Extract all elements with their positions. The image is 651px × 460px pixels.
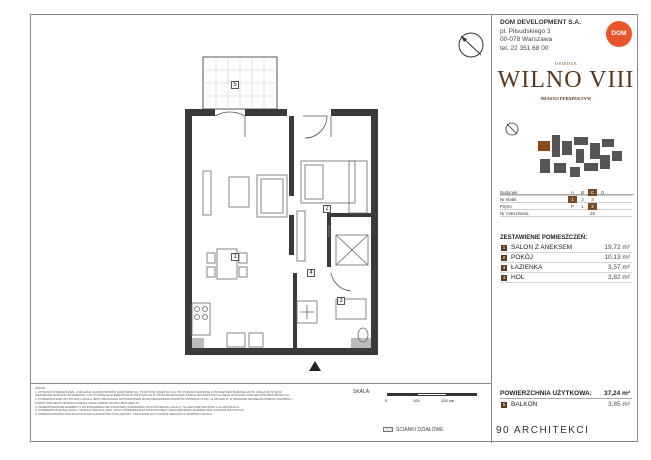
scale-tick-100: 100 [413, 398, 420, 403]
room-row [500, 273, 632, 283]
balcony-row [500, 400, 632, 410]
room-name: POKÓJ [511, 254, 534, 261]
bathroom-icon [329, 225, 368, 342]
info-cell: B [580, 190, 584, 195]
scale-tick-200: 200 cm [441, 398, 455, 403]
room-name: ŁAZIENKA [511, 264, 543, 271]
floor-plan [31, 15, 491, 383]
note-2: 2. POWIERZCHNIĘ UŻYTKOWĄ LOKALU JEST OBLICZANA NA PODSTAWIE ROZPORZĄDZENIA MINISTRA ROZWOJU Z DN. 11.08.2020 R. W SPRAWIE SZCZEGÓŁOWEGO ZAKRESU I FORMY PROJEKTU BUDOWLANEGO ORAZ NORMY PN-ISO 9836:2022-10. [35, 397, 293, 405]
wall-hatch [192, 338, 371, 348]
room-number: 2 [502, 255, 506, 260]
room-number: 3 [502, 265, 506, 270]
architect-logo: 90 ARCHITEKCI [496, 425, 590, 436]
info-cell: P [570, 204, 574, 209]
plan-label-5: 5 [231, 81, 239, 89]
room-area: 3,57 m² [607, 264, 630, 271]
room-number: 1 [502, 245, 506, 250]
info-row-mieszkanie [500, 210, 632, 217]
room-area: 19,72 m² [604, 244, 630, 251]
info-cell: 3 [591, 197, 594, 202]
info-cell-selected: C [588, 189, 597, 196]
scale-label: SKALA: [353, 389, 371, 395]
sofa-icon [203, 171, 287, 217]
building-blocks [538, 135, 622, 177]
room-name: SALON Z ANEKSEM [511, 244, 573, 251]
info-cell: A [570, 190, 574, 195]
scale-bar [387, 393, 477, 407]
company-address-2: 00-078 Warszawa [500, 36, 553, 43]
room-number: 4 [502, 275, 506, 280]
total-area [500, 389, 632, 399]
note-5: 5. PRZEDSTAWIONA WIZUALIZACJA MA CHARAKTER POGLĄDOWY, USTALENIE DOTYCZĄCE ARANŻACJI WNĘTRZ LOKALU. [35, 411, 213, 416]
bed-icon [301, 161, 367, 213]
note-3: 3. PRZEDSTAWIONE ELEMENTY WYPOSAŻENIA NIE STANOWIĄ STANDARDU WYKOŃCZENIA LOKALU, SĄ JEDYNIE PROPOZYCJĄ ARANŻACJI. [35, 404, 240, 409]
brand-logo: WILNO VIII [497, 67, 635, 93]
room-row [500, 243, 632, 253]
dining-table-icon [207, 249, 247, 279]
total-area-value: 37,24 m² [603, 390, 630, 397]
bottom-divider [31, 383, 491, 384]
notes [35, 387, 295, 417]
info-cell-selected: 1 [568, 196, 577, 203]
north-arrow-icon [459, 33, 483, 57]
plan-label-3: 3 [337, 297, 345, 305]
brand-osiedle: OSIEDLE [554, 61, 578, 66]
balcony-area: 3,85 m² [607, 401, 630, 408]
info-row-pietro [500, 203, 632, 210]
plan-label-4: 4 [307, 269, 315, 277]
info-label: Nr mieszkania [500, 211, 529, 216]
info-cell: 2 [581, 197, 584, 202]
scale-tick-0: 0 [385, 398, 388, 403]
highlighted-building [538, 141, 550, 151]
site-map [500, 111, 634, 195]
company-name: DOM DEVELOPMENT S.A. [500, 19, 581, 26]
hall-furniture-icon [297, 211, 317, 323]
room-row [500, 263, 632, 273]
balcony-number: 5 [502, 402, 506, 407]
hatch-swatch-icon [383, 427, 393, 432]
room-name: HOL [511, 274, 525, 281]
info-label: Piętro [500, 204, 512, 209]
company-address-1: pl. Piłsudskiego 3 [500, 27, 551, 35]
total-area-label: POWIERZCHNIA UŻYTKOWA: [500, 390, 592, 397]
info-row-klatka [500, 196, 632, 203]
balcony-name: BALKON [511, 401, 538, 408]
note-1: 1. RYSUNKI POMIESZCZEŃ, LOKALIZACJA PRZYBORÓW SANITARNYCH, PUNKTÓW ŚWIETLNYCH ITP. PODANO ZGODNIE Z PROJEKTEM BUDOWLANYM. MOGĄ WYSTĄPIĆ NIEWIELKIE RÓŻNICE WYMIARÓW I USYTUOWANIA ELEMENTÓW PUNKTOWYCH W TRAKCIE REALIZACJI PRAC BUDOWLANYCH ORAZ W WYNIKU PROJEKTÓW BRANŻOWYCH. [35, 389, 290, 398]
plan-sheet [30, 14, 638, 442]
legend-walls-label: ŚCIANKI DZIAŁOWE [396, 427, 444, 433]
location-grid [500, 189, 632, 217]
rooms-list [500, 243, 632, 283]
info-row-budynek [500, 189, 632, 196]
room-row [500, 253, 632, 263]
legend-walls [383, 427, 444, 433]
room-area: 3,82 m² [607, 274, 630, 281]
balcony-area [203, 57, 277, 109]
info-cell: 26 [589, 211, 595, 216]
info-cell-selected: 2 [588, 203, 597, 210]
notes-title: UWAGI: [35, 386, 46, 390]
info-label: Budynek [500, 190, 518, 195]
plan-label-1: 1 [231, 253, 239, 261]
walls [185, 109, 378, 355]
room-area: 10,13 m² [604, 254, 630, 261]
floor-plan-drawing [31, 15, 491, 383]
entrance-arrow-icon [309, 361, 321, 371]
company-phone: tel. 22 351 68 00 [500, 44, 549, 52]
info-cell: D [600, 190, 605, 195]
info-cell: 1 [581, 204, 584, 209]
rooms-title: ZESTAWIENIE POMIESZCZEŃ: [500, 235, 588, 241]
company-info [500, 19, 600, 53]
brand-tagline: MIASTO PERSPEKTYW [540, 96, 592, 101]
info-panel [491, 15, 639, 443]
note-4: 4. POWIERZCHNIA BALKONU / TARASU PODANA JEST JAKO POWIERZCHNIA POZIOMA BEZ UWZGLĘDNIENIA ELEMENTÓW KONSTRUKCYJNYCH. [35, 408, 245, 413]
info-label: Nr klatki [500, 197, 517, 202]
north-arrow-small-icon [506, 123, 518, 135]
dom-logo: DOM [606, 21, 632, 47]
plan-label-2: 2 [323, 205, 331, 213]
